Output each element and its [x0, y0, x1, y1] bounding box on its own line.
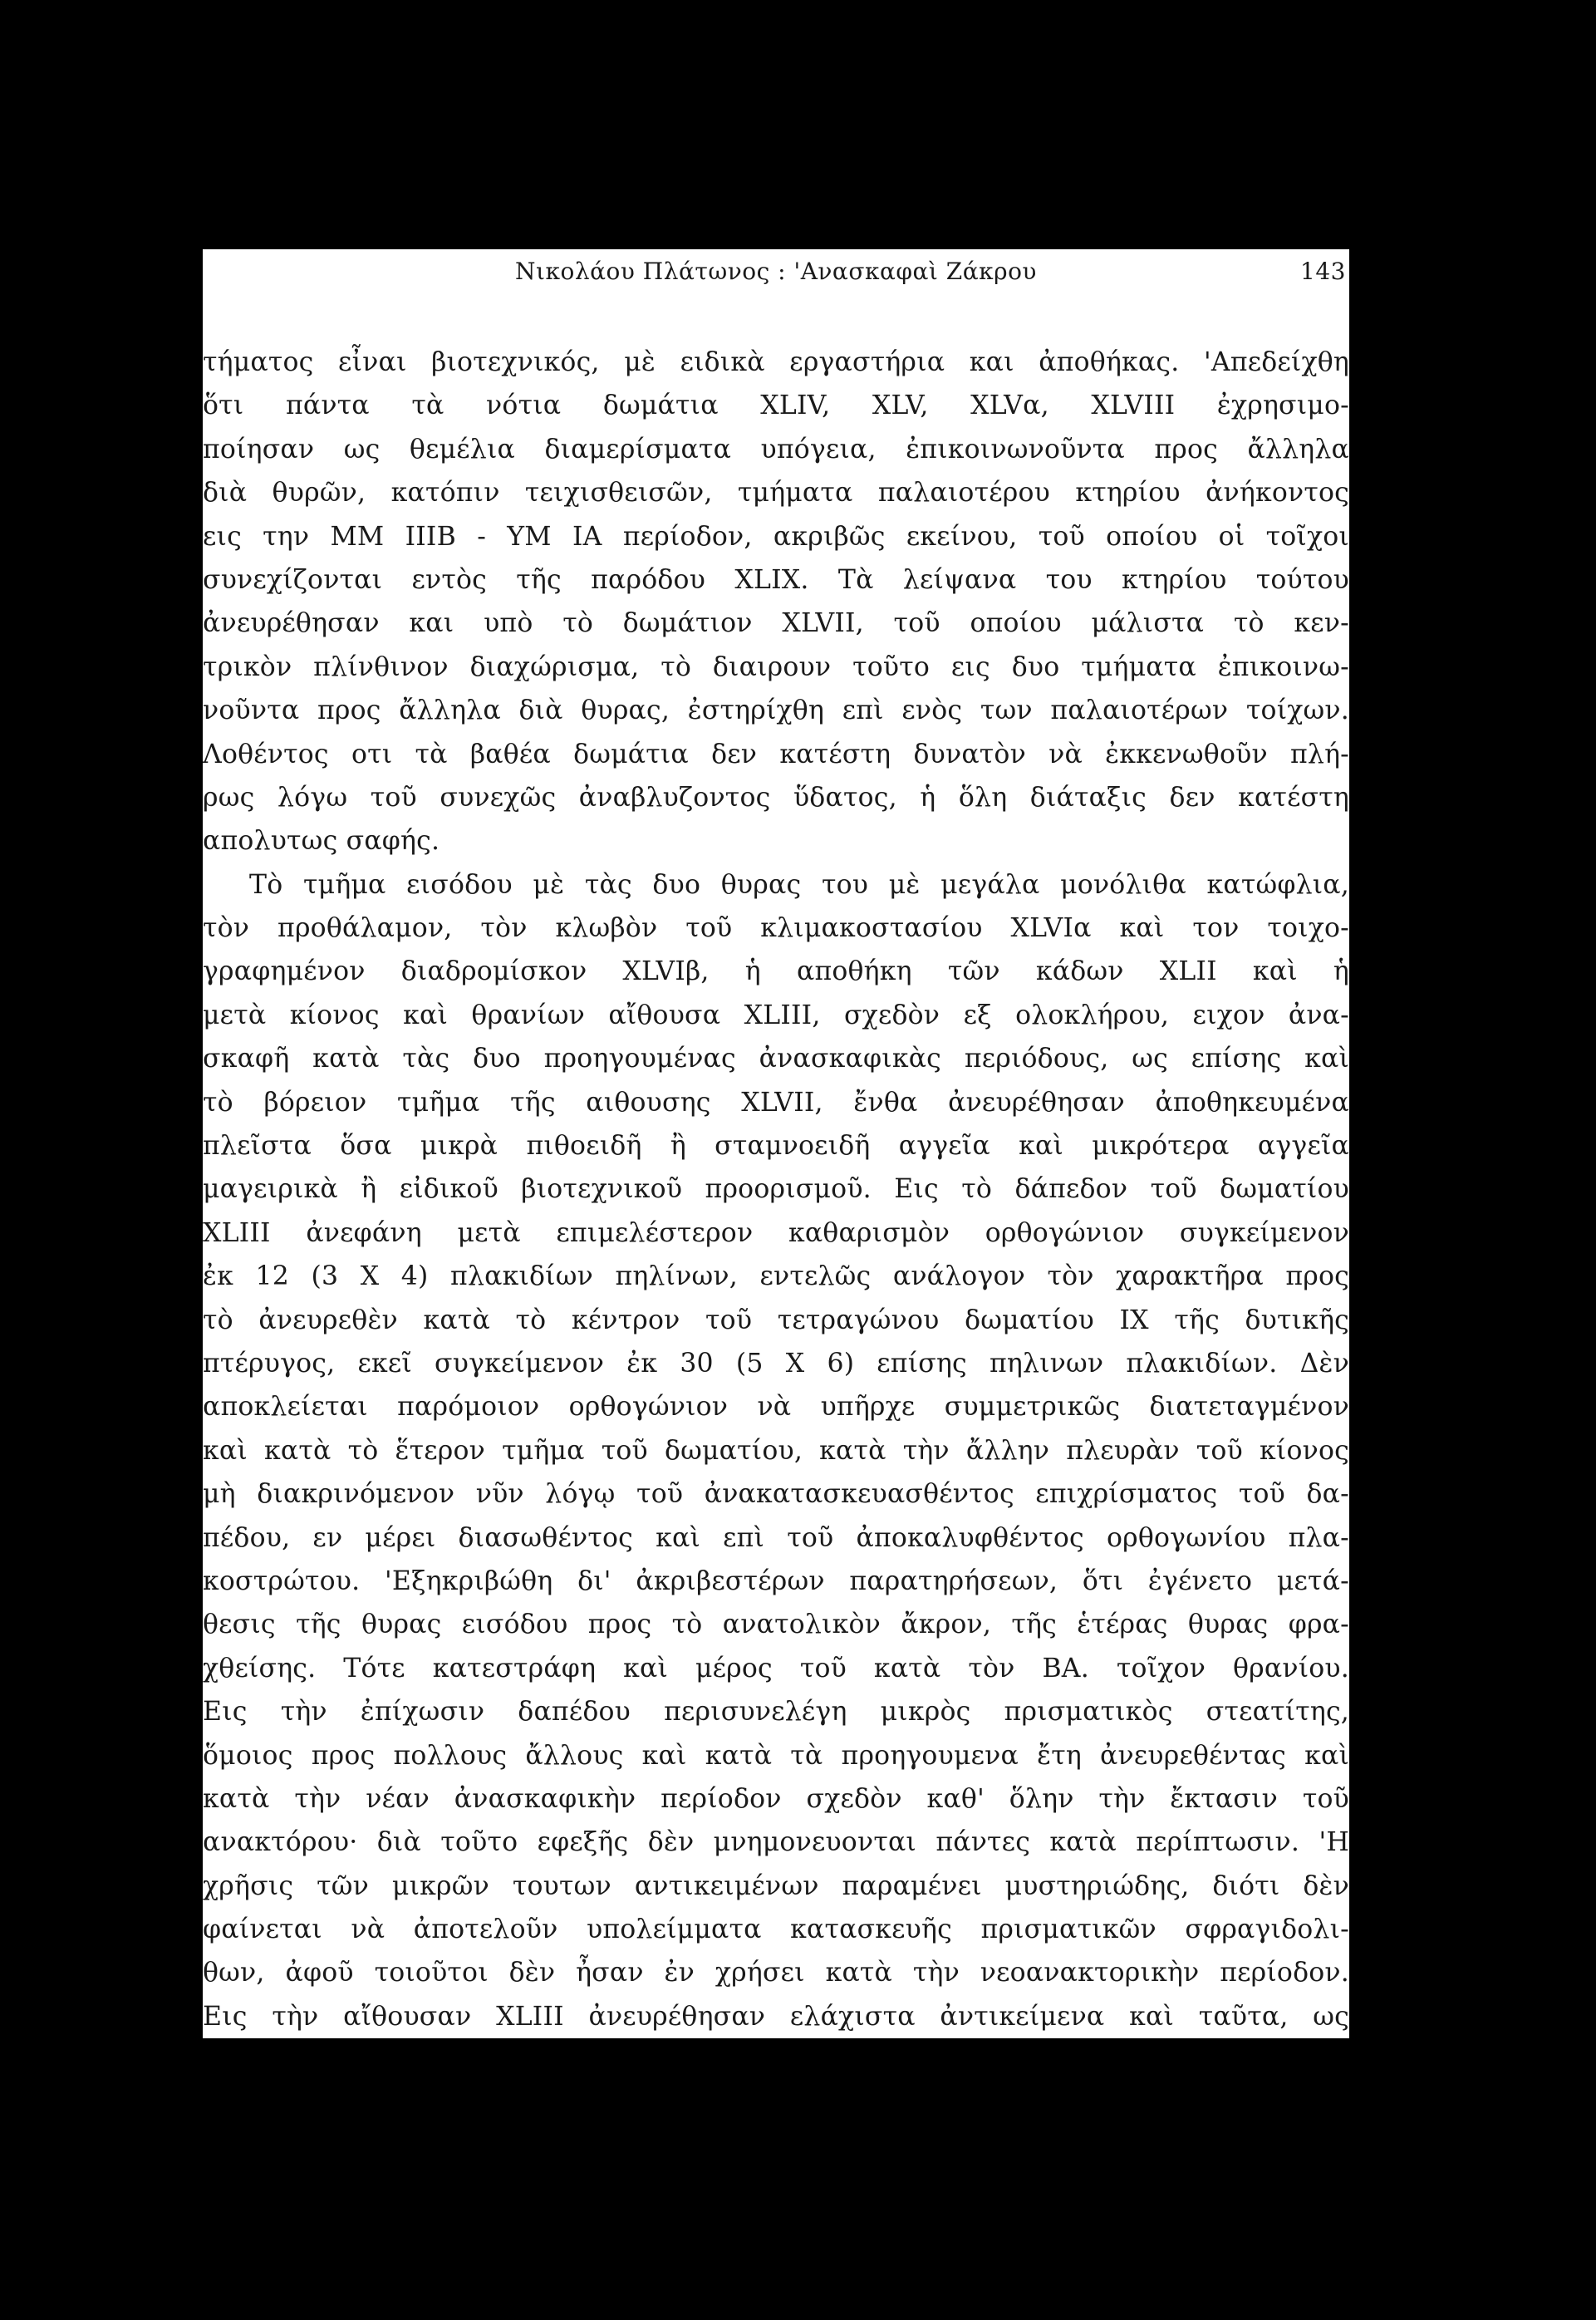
- text-line: τὸν προθάλαμον, τὸν κλωβὸν τοῦ κλιμακοστασίου XLVΙα καὶ τον τοιχο-: [203, 913, 1349, 944]
- text-line: γραφημένον διαδρομίσκον XLVΙβ, ἡ αποθήκη τῶν κάδων XLII καὶ ἡ: [203, 956, 1349, 987]
- text-line: φαίνεται νὰ ἀποτελοῦν υπολείμματα κατασκευῆς πρισματικῶν σφραγιδολι-: [203, 1914, 1349, 1945]
- text-line: ποίησαν ως θεμέλια διαμερίσματα υπόγεια, ἐπικοινωνοῦντα προς ἄλληλα: [203, 434, 1349, 464]
- text-line: θων, ἀφοῦ τοιοῦτοι δὲν ἦσαν ἐν χρήσει κατὰ τὴν νεοανακτορικὴν περίοδον.: [203, 1958, 1349, 1988]
- running-head: [203, 249, 1349, 341]
- text-line: συνεχίζονται εντὸς τῆς παρόδου XLIX. Τὰ λείψανα του κτηρίου τούτου: [203, 564, 1349, 595]
- running-head-title: Νικολάου Πλάτωνος : 'Ανασκαφαὶ Ζάκρου: [515, 258, 1037, 285]
- text-line: ὅμοιος προς πολλους ἄλλους καὶ κατὰ τὰ προηγουμενα ἔτη ἀνευρεθέντας καὶ: [203, 1740, 1349, 1771]
- text-line: Τὸ τμῆμα εισόδου μὲ τὰς δυο θυρας του μὲ μεγάλα μονόλιθα κατώφλια,: [249, 869, 1349, 900]
- text-line: χθείσης. Τότε κατεστράφη καὶ μέρος τοῦ κατὰ τὸν ΒΑ. τοῖχον θρανίου.: [203, 1653, 1349, 1683]
- text-line: σκαφῆ κατὰ τὰς δυο προηγουμένας ἀνασκαφικὰς περιόδους, ως επίσης καὶ: [203, 1044, 1349, 1074]
- body-text: [203, 341, 1349, 2038]
- text-line: ανακτόρου· διὰ τοῦτο εφεξῆς δὲν μνημονευονται πάντες κατὰ περίπτωσιν. 'Η: [203, 1827, 1349, 1858]
- text-line: καὶ κατὰ τὸ ἕτερον τμῆμα τοῦ δωματίου, κατὰ τὴν ἄλλην πλευρὰν τοῦ κίονος: [203, 1435, 1349, 1466]
- text-line: νοῦντα προς ἄλληλα διὰ θυρας, ἐστηρίχθη επὶ ενὸς των παλαιοτέρων τοίχων.: [203, 696, 1349, 726]
- text-line: Λοθέντος οτι τὰ βαθέα δωμάτια δεν κατέστη δυνατὸν νὰ ἐκκενωθοῦν πλή-: [203, 739, 1349, 769]
- text-line: τὸ βόρειον τμῆμα τῆς αιθουσης XLVII, ἔνθα ἀνευρέθησαν ἀποθηκευμένα: [203, 1087, 1349, 1118]
- text-line: αποκλείεται παρόμοιον ορθογώνιον νὰ υπῆρχε συμμετρικῶς διατεταγμένον: [203, 1392, 1349, 1423]
- text-line: κοστρώτου. 'Εξηκριβώθη δι' ἀκριβεστέρων παρατηρήσεων, ὅτι ἐγένετο μετά-: [203, 1566, 1349, 1596]
- text-line: ἀνευρέθησαν και υπὸ τὸ δωμάτιον XLVII, τοῦ οποίου μάλιστα τὸ κεν-: [203, 608, 1349, 639]
- text-line: διὰ θυρῶν, κατόπιν τειχισθεισῶν, τμήματα παλαιοτέρου κτηρίου ἀνήκοντος: [203, 478, 1349, 509]
- text-line: XLIII ἀνεφάνη μετὰ επιμελέστερον καθαρισμὸν ορθογώνιον συγκείμενον: [203, 1217, 1349, 1248]
- text-line: τρικὸν πλίνθινον διαχώρισμα, τὸ διαιρουν τοῦτο εις δυο τμήματα ἐπικοινω-: [203, 651, 1349, 682]
- text-line: ρως λόγω τοῦ συνεχῶς ἀναβλυζοντος ὕδατος, ἡ ὅλη διάταξις δεν κατέστη: [203, 782, 1349, 813]
- text-line: τήματος εἶναι βιοτεχνικός, μὲ ειδικὰ εργαστήρια και ἀποθήκας. 'Απεδείχθη: [203, 347, 1349, 377]
- text-line: ὅτι πάντα τὰ νότια δωμάτια XLIV, XLV, XLVα, XLVIII ἐχρησιμο-: [203, 391, 1349, 421]
- text-line: μὴ διακρινόμενον νῦν λόγῳ τοῦ ἀνακατασκευασθέντος επιχρίσματος τοῦ δα-: [203, 1479, 1349, 1510]
- text-line: Εις τὴν ἐπίχωσιν δαπέδου περισυνελέγη μικρὸς πρισματικὸς στεατίτης,: [203, 1697, 1349, 1728]
- text-line: θεσις τῆς θυρας εισόδου προς τὸ ανατολικὸν ἄκρον, τῆς ἑτέρας θυρας φρα-: [203, 1610, 1349, 1640]
- text-line: μετὰ κίονος καὶ θρανίων αἴθουσα XLIII, σχεδὸν εξ ολοκλήρου, ειχον ἀνα-: [203, 1000, 1349, 1030]
- text-line: απολυτως σαφής.: [203, 826, 440, 857]
- printed-page: [203, 249, 1349, 2038]
- text-line: Εις τὴν αἴθουσαν XLIII ἀνευρέθησαν ελάχιστα ἀντικείμενα καὶ ταῦτα, ως: [203, 2001, 1349, 2032]
- text-line: πλεῖστα ὅσα μικρὰ πιθοειδῆ ἢ σταμνοειδῆ αγγεῖα καὶ μικρότερα αγγεῖα: [203, 1131, 1349, 1162]
- page-number: 143: [1300, 258, 1346, 285]
- text-line: μαγειρικὰ ἢ εἰδικοῦ βιοτεχνικοῦ προορισμοῦ. Εις τὸ δάπεδον τοῦ δωματίου: [203, 1174, 1349, 1205]
- text-line: τὸ ἀνευρεθὲν κατὰ τὸ κέντρον τοῦ τετραγώνου δωματίου ΙΧ τῆς δυτικῆς: [203, 1305, 1349, 1335]
- text-line: κατὰ τὴν νέαν ἀνασκαφικὴν περίοδον σχεδὸν καθ' ὅλην τὴν ἔκτασιν τοῦ: [203, 1783, 1349, 1814]
- text-line: ἐκ 12 (3 X 4) πλακιδίων πηλίνων, εντελῶς ανάλογον τὸν χαρακτῆρα προς: [203, 1261, 1349, 1292]
- text-line: πέδου, εν μέρει διασωθέντος καὶ επὶ τοῦ ἀποκαλυφθέντος ορθογωνίου πλα-: [203, 1522, 1349, 1553]
- text-line: πτέρυγος, εκεῖ συγκείμενον ἐκ 30 (5 X 6) επίσης πηλινων πλακιδίων. Δὲν: [203, 1348, 1349, 1379]
- text-line: εις την ΜΜ ΙΙΙΒ - ΥΜ ΙΑ περίοδον, ακριβῶς εκείνου, τοῦ οποίου οἱ τοῖχοι: [203, 521, 1349, 552]
- text-line: χρῆσις τῶν μικρῶν τουτων αντικειμένων παραμένει μυστηριώδης, διότι δὲν: [203, 1870, 1349, 1901]
